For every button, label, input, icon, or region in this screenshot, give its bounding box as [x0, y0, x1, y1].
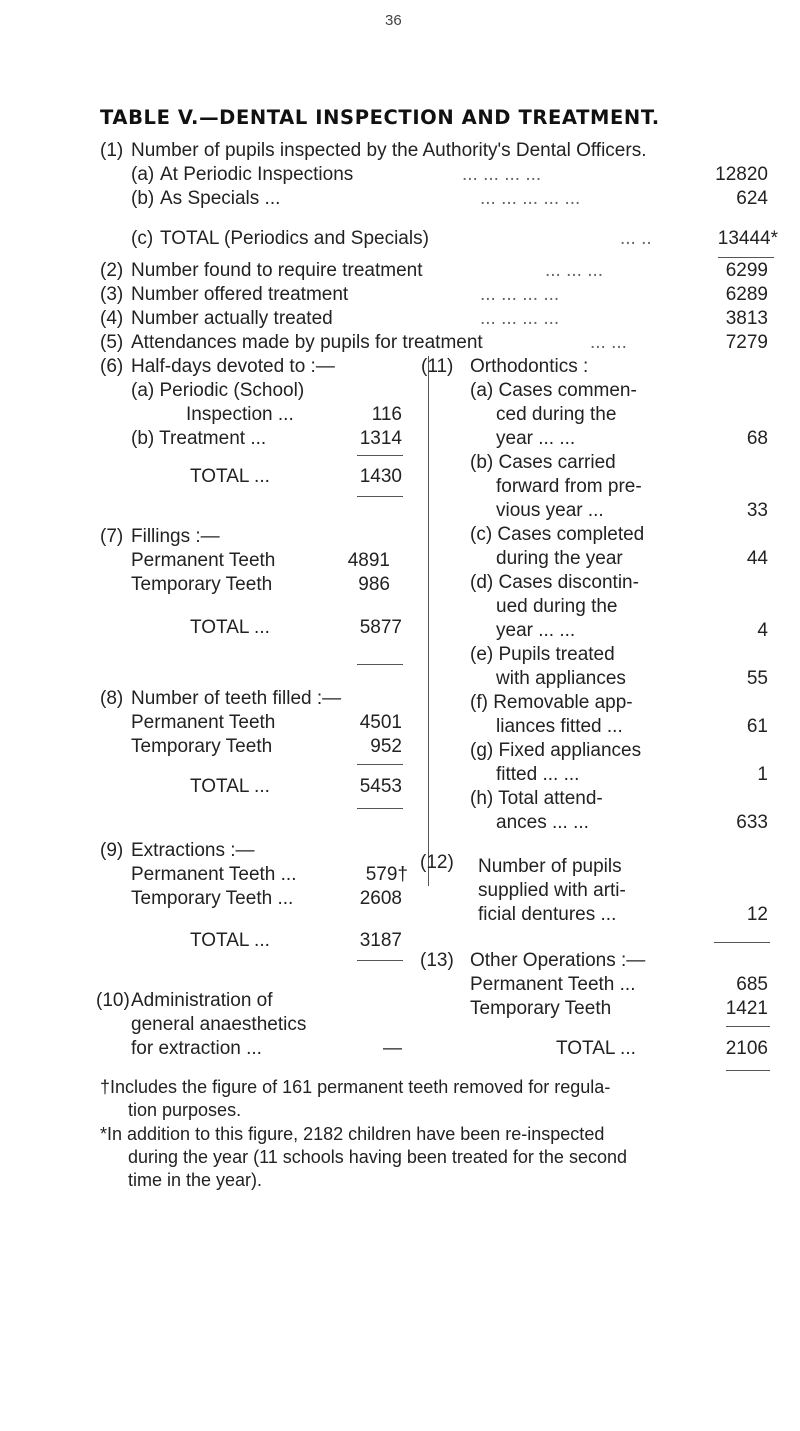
item11c-value: 44 [746, 548, 768, 569]
item1c-leader: ... .. [620, 228, 652, 249]
item8-rule-bottom [357, 808, 403, 809]
item3-number: (3) [100, 284, 124, 305]
item8-total-label: TOTAL ... [190, 776, 270, 797]
item12-rule [714, 942, 770, 943]
item11h-line2: ances ... ... [496, 812, 589, 833]
item6-rule-top [357, 455, 403, 456]
item1c-label: TOTAL (Periodics and Specials) [160, 228, 429, 249]
item13-permanent-value: 685 [736, 974, 768, 995]
page-number: 36 [385, 12, 402, 29]
item11d-line1: (d) Cases discontin- [470, 572, 639, 593]
item1a-leader: ... ... ... ... [462, 164, 542, 185]
item11g-line2: fitted ... ... [496, 764, 580, 785]
item1b-leader: ... ... ... ... ... [480, 188, 581, 209]
item6a-value: 116 [371, 404, 402, 425]
column-divider [428, 356, 429, 886]
footnote-star-line2: during the year (11 schools having been treated for the second [128, 1147, 627, 1167]
item10-line1: Administration of [131, 990, 273, 1011]
item6-rule-bottom [357, 496, 403, 497]
item13-permanent-label: Permanent Teeth ... [470, 974, 636, 995]
item11h-value: 633 [736, 812, 768, 833]
item7-temporary-label: Temporary Teeth [131, 574, 273, 595]
item1a-value: 12820 [715, 164, 768, 185]
item11d-line3: year ... ... [496, 620, 576, 641]
item1b-label: As Specials ... [160, 188, 281, 209]
item8-total-value: 5453 [359, 776, 402, 797]
item2-leader: ... ... ... [545, 260, 604, 281]
item4-label: Number actually treated [131, 308, 333, 329]
item7-permanent-value: 4891 [347, 550, 390, 571]
item10-line3: for extraction ... [131, 1038, 262, 1059]
item3-value: 6289 [725, 284, 768, 305]
item11a-value: 68 [746, 428, 768, 449]
item8-temporary-value: 952 [370, 736, 402, 757]
item1-label: Number of pupils inspected by the Authority's Dental Officers. [131, 140, 647, 161]
item11h-line1: (h) Total attend- [470, 788, 603, 809]
item9-permanent-value: 579† [365, 864, 408, 885]
item4-leader: ... ... ... ... [480, 308, 560, 329]
item7-total-value: 5877 [359, 617, 402, 638]
item9-temporary-value: 2608 [359, 888, 402, 909]
item8-temporary-label: Temporary Teeth [131, 736, 273, 757]
item1c-number: (c) [131, 228, 154, 249]
item5-leader: ... ... [590, 332, 627, 353]
item7-permanent-label: Permanent Teeth [131, 550, 276, 571]
item12-line2: supplied with arti- [478, 880, 626, 901]
item1b-value: 624 [736, 188, 768, 209]
item9-total-label: TOTAL ... [190, 930, 270, 951]
item13-total-label: TOTAL ... [556, 1038, 636, 1059]
item4-number: (4) [100, 308, 124, 329]
item9-temporary-label: Temporary Teeth ... [131, 888, 294, 909]
item6-label: Half-days devoted to :— [131, 356, 335, 377]
item12-value: 12 [746, 904, 768, 925]
item5-value: 7279 [725, 332, 768, 353]
item12-line1: Number of pupils [478, 856, 622, 877]
item9-permanent-label: Permanent Teeth ... [131, 864, 297, 885]
item5-number: (5) [100, 332, 124, 353]
item3-label: Number offered treatment [131, 284, 349, 305]
item6b-value: 1314 [359, 428, 402, 449]
item6-total-label: TOTAL ... [190, 466, 270, 487]
item4-value: 3813 [725, 308, 768, 329]
item7-number: (7) [100, 526, 124, 547]
item11c-line1: (c) Cases completed [470, 524, 645, 545]
item11g-line1: (g) Fixed appliances [470, 740, 642, 761]
footnote-star-line1: *In addition to this figure, 2182 children have been re-inspected [100, 1124, 605, 1144]
item1c-value: 13444* [717, 228, 778, 249]
item11b-line3: vious year ... [496, 500, 604, 521]
item11g-value: 1 [757, 764, 768, 785]
item12-line3: ficial dentures ... [478, 904, 617, 925]
item13-temporary-label: Temporary Teeth [470, 998, 612, 1019]
item9-label: Extractions :— [131, 840, 255, 861]
item9-total-value: 3187 [359, 930, 402, 951]
item6b-label: (b) Treatment ... [131, 428, 267, 449]
item1-total-rule [718, 257, 774, 258]
item8-permanent-label: Permanent Teeth [131, 712, 276, 733]
item11a-line3: year ... ... [496, 428, 576, 449]
item1-number: (1) [100, 140, 124, 161]
item2-label: Number found to require treatment [131, 260, 423, 281]
footnote-star-line3: time in the year). [128, 1170, 263, 1190]
item11d-line2: ued during the [496, 596, 618, 617]
item11f-line1: (f) Removable app- [470, 692, 633, 713]
item13-number: (13) [420, 950, 454, 971]
item13-rule-top [726, 1026, 770, 1027]
item11e-line1: (e) Pupils treated [470, 644, 615, 665]
item11f-line2: liances fitted ... [496, 716, 623, 737]
item9-number: (9) [100, 840, 124, 861]
item11b-line2: forward from pre- [496, 476, 642, 497]
item11f-value: 61 [746, 716, 768, 737]
item13-total-value: 2106 [725, 1038, 768, 1059]
item11d-value: 4 [757, 620, 768, 641]
item6-number: (6) [100, 356, 124, 377]
item7-total-label: TOTAL ... [190, 617, 270, 638]
item11b-line1: (b) Cases carried [470, 452, 616, 473]
footnote-dagger-line1: †Includes the figure of 161 permanent teeth removed for regula- [100, 1077, 611, 1097]
item8-rule-top [357, 764, 403, 765]
item3-leader: ... ... ... ... [480, 284, 560, 305]
table-title: TABLE V.—DENTAL INSPECTION AND TREATMENT. [100, 106, 660, 129]
item8-permanent-value: 4501 [359, 712, 402, 733]
item6a-label-cont: Inspection ... [186, 404, 294, 425]
item13-rule-bottom [726, 1070, 770, 1071]
item11-number: (11) [421, 356, 454, 377]
item1b-number: (b) [131, 188, 155, 209]
item2-value: 6299 [725, 260, 768, 281]
item10-number: (10) [96, 990, 130, 1011]
item7-label: Fillings :— [131, 526, 220, 547]
item11a-line1: (a) Cases commen- [470, 380, 637, 401]
item6-total-value: 1430 [359, 466, 402, 487]
item11a-line2: ced during the [496, 404, 617, 425]
item11b-value: 33 [746, 500, 768, 521]
item1a-number: (a) [131, 164, 155, 185]
item10-line2: general anaesthetics [131, 1014, 307, 1035]
item6a-label: (a) Periodic (School) [131, 380, 305, 401]
item11c-line2: during the year [496, 548, 623, 569]
item13-label: Other Operations :— [470, 950, 646, 971]
item8-label: Number of teeth filled :— [131, 688, 342, 709]
footnote-dagger-line2: tion purposes. [128, 1100, 242, 1120]
item5-label: Attendances made by pupils for treatment [131, 332, 483, 353]
item1a-label: At Periodic Inspections [160, 164, 354, 185]
item9-rule [357, 960, 403, 961]
item12-number: (12) [420, 852, 454, 873]
item11-label: Orthodontics : [470, 356, 589, 377]
item7-temporary-value: 986 [358, 574, 390, 595]
item7-rule [357, 664, 403, 665]
item8-number: (8) [100, 688, 124, 709]
item2-number: (2) [100, 260, 124, 281]
item10-value: — [383, 1038, 402, 1059]
item13-temporary-value: 1421 [725, 998, 768, 1019]
item11e-value: 55 [746, 668, 768, 689]
item11e-line2: with appliances [496, 668, 626, 689]
